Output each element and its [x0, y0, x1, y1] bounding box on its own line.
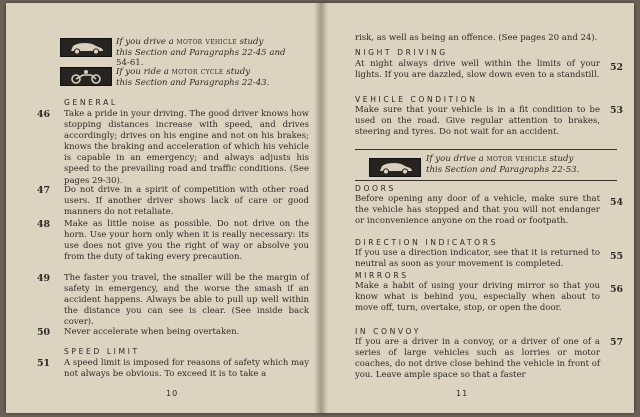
car-icon: [60, 38, 112, 57]
paragraph-number: 55: [610, 251, 624, 262]
paragraph-number: 50: [37, 327, 51, 338]
paragraph-52: At night always drive well within the limits of your lights. If you are dazzled, slow down even to a standstill.: [355, 59, 600, 81]
paragraph-46: Take a pride in your driving. The good driver knows how stopping distances increase with speed, and drives accordingly; drives on his engine and not on his brakes; knows the braking and acceleration of which his vehicle is capable in an emergency; and always adjusts his speed to the prevailing road and traffic conditions. (See pages 29-30).: [64, 109, 309, 186]
motor-vehicle-note: If you drive a motor vehicle study this Section and Paragraphs 22-45 and 54-61.: [116, 37, 286, 68]
night-driving-heading: NIGHT DRIVING: [355, 48, 448, 57]
paragraph-number: 46: [37, 109, 51, 120]
paragraph-number: 47: [37, 185, 51, 196]
page-number: 10: [166, 389, 179, 398]
car-icon: [369, 158, 421, 177]
paragraph-50: Never accelerate when being overtaken.: [64, 327, 240, 337]
mirrors-heading: MIRRORS: [355, 271, 409, 280]
paragraph-number: 51: [37, 358, 51, 369]
direction-indicators-heading: DIRECTION INDICATORS: [355, 238, 499, 247]
divider: [355, 180, 617, 181]
divider: [355, 149, 617, 150]
motor-cycle-note: If you ride a motor cycle study this Section and Paragraphs 22-43.: [116, 67, 270, 88]
paragraph-53: Make sure that your vehicle is in a fit condition to be used on the road. Give regular attention to brakes, steering and tyres. Do not wait for an accident.: [355, 105, 600, 138]
paragraph-55: If you use a direction indicator, see that it is returned to neutral as soon as your movement is completed.: [355, 248, 600, 270]
open-booklet: [6, 3, 634, 413]
paragraph-number: 53: [610, 105, 624, 116]
paragraph-number: 48: [37, 219, 51, 230]
left-page: [6, 3, 316, 413]
paragraph-number: 56: [610, 284, 624, 295]
paragraph-number: 49: [37, 273, 51, 284]
vehicle-condition-heading: VEHICLE CONDITION: [355, 95, 478, 104]
motor-vehicle-note: If you drive a motor vehicle study this Section and Paragraphs 22-53.: [426, 154, 580, 175]
page-number: 11: [456, 389, 469, 398]
motorcycle-icon: [60, 67, 112, 86]
paragraph-47: Do not drive in a spirit of competition with other road users. If another driver shows lack of care or good manners do not retaliate.: [64, 185, 309, 218]
in-convoy-heading: IN CONVOY: [355, 327, 421, 336]
general-heading: GENERAL: [64, 98, 118, 107]
paragraph-54: Before opening any door of a vehicle, make sure that the vehicle has stopped and that you will not endanger or inconvenience anyone on the road or footpath.: [355, 194, 600, 227]
paragraph-49: The faster you travel, the smaller will be the margin of safety in emergency, and the worse the smash if an accident happens. Always be able to pull up well within the distance you can see is clear. (See inside back cover).: [64, 273, 309, 328]
paragraph-number: 54: [610, 197, 624, 208]
speed-limit-heading: SPEED LIMIT: [64, 347, 140, 356]
paragraph-number: 52: [610, 62, 624, 73]
paragraph-57: If you are a driver in a convoy, or a driver of one of a series of large vehicles such as lorries or motor coaches, do not drive close behind the vehicle in front of you. Leave ample space so that a faster: [355, 337, 600, 381]
paragraph-48: Make as little noise as possible. Do not drive on the horn. Use your horn only when it is really necessary: its use does not give you the right of way or absolve you from the duty of taking every precaution.: [64, 219, 309, 263]
paragraph-51: A speed limit is imposed for reasons of safety which may not always be obvious. To exceed it is to take a: [64, 358, 309, 380]
doors-heading: DOORS: [355, 184, 396, 193]
paragraph-56: Make a habit of using your driving mirror so that you know what is behind you, especially when about to move off, turn, overtake, stop, or open the door.: [355, 281, 600, 314]
right-page: [324, 3, 634, 413]
continuation-text: risk, as well as being an offence. (See pages 20 and 24).: [355, 33, 598, 43]
paragraph-number: 57: [610, 337, 624, 348]
